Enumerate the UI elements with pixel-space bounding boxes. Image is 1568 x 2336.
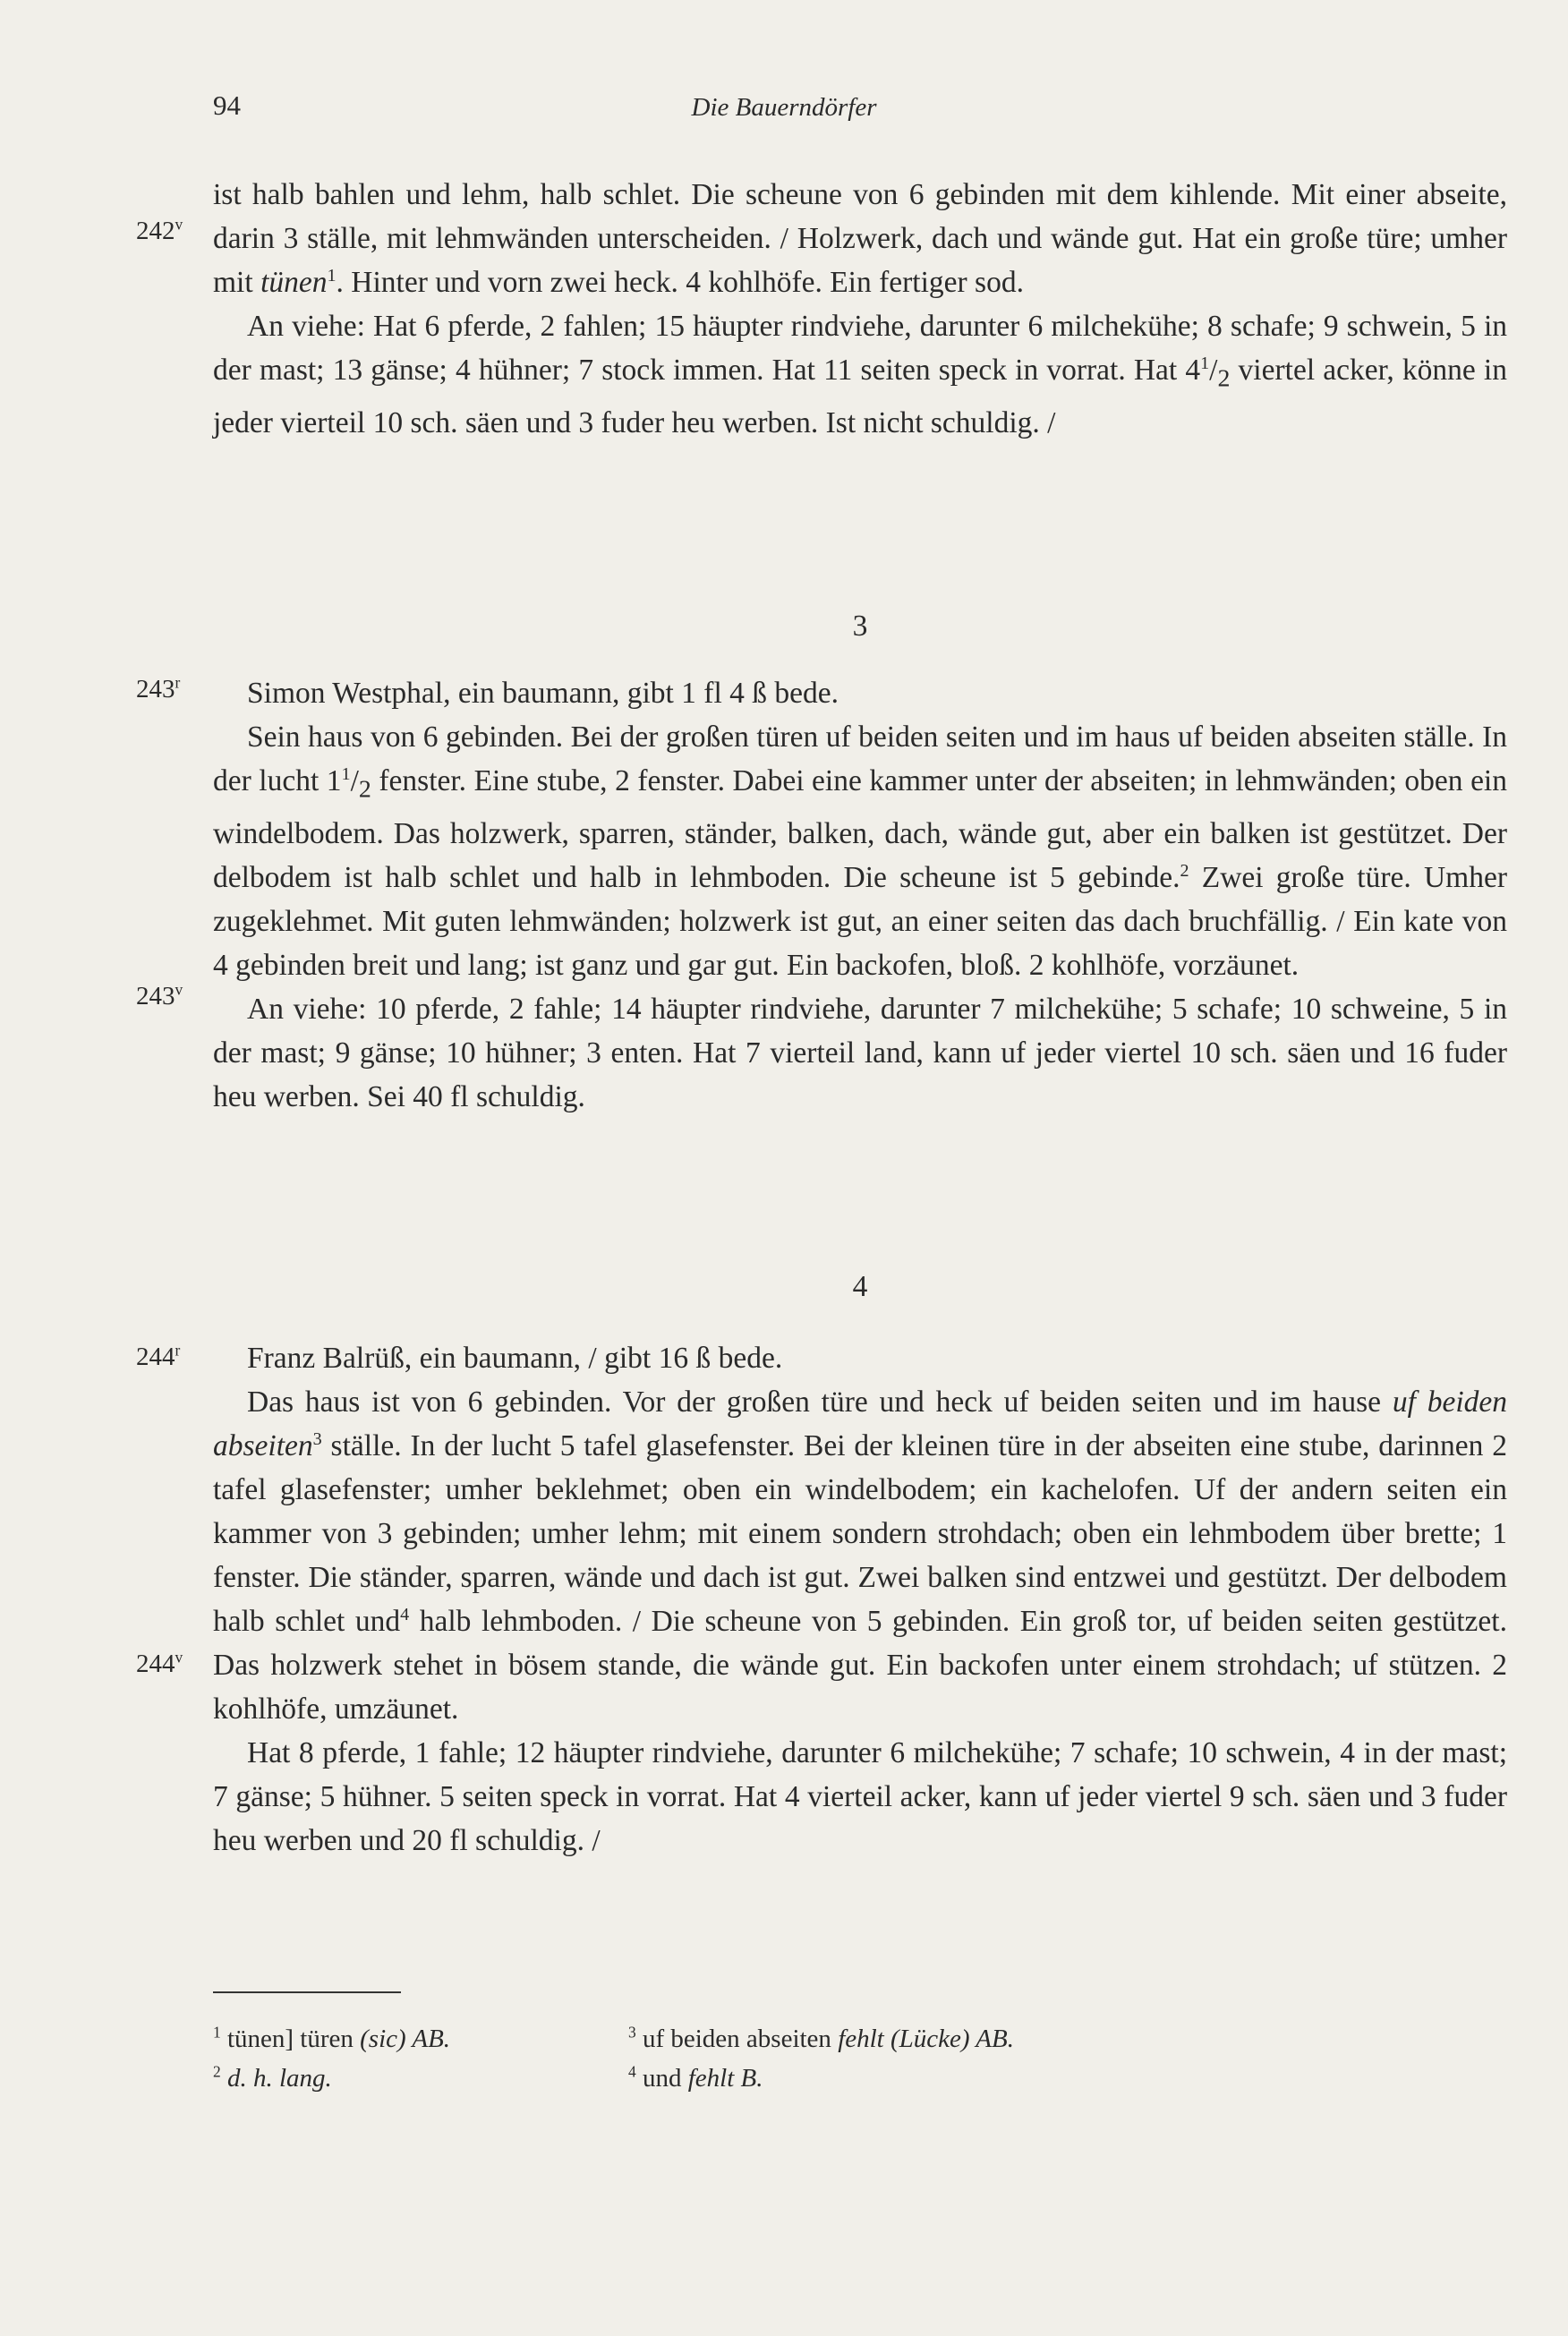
footnote-2: $^2$ d. h. lang. [213, 2062, 332, 2093]
paragraph: Simon Westphal, ein baumann, gibt 1 fl 4 ß bede. [247, 677, 839, 710]
section-number-3: 3 [852, 610, 868, 643]
margin-ref-243v: 243$^v$ [136, 980, 183, 1010]
footnote-divider [213, 1991, 401, 1993]
paragraph: Franz Balrüß, ein baumann, / gibt 16 ß bede. [247, 1342, 783, 1375]
paragraph: Sein haus von 6 gebinden. Bei der großen türen uf beiden seiten und im haus uf beiden abseiten ställe. In der lucht $1^1/_2$ fenster. Eine stube, 2 fenster. Dabei eine kammer unter der abseiten; in lehmwänden; oben ein windelbodem. Das holzwerk, sparren, ständer, balken, dach, wände gut, aber ein balken ist gestützet. Der delbodem ist halb schlet und halb in lehmboden. Die scheune ist 5 gebinde.$^2$ Zwei große türe. Umher zugeklehmet. Mit guten lehmwänden; holzwerk ist gut, an einer seiten das dach bruchfällig. / Ein kate von 4 gebinden breit und lang; ist ganz und gar gut. Ein backofen, bloß. 2 kohlhöfe, vorzäunet. [213, 720, 1507, 982]
text-block-1 [213, 173, 1507, 445]
page-number: 94 [213, 90, 241, 121]
footnote-3: $^3$ uf beiden abseiten fehlt (Lücke) AB. [628, 2023, 1014, 2053]
text-block-2 [213, 671, 1507, 1119]
running-title: Die Bauerndörfer [691, 93, 877, 122]
footnote-4: $^4$ und fehlt B. [628, 2062, 763, 2093]
margin-ref-244v: 244$^v$ [136, 1648, 183, 1678]
paragraph: Das haus ist von 6 gebinden. Vor der großen türe und heck uf beiden seiten und im hause uf beiden abseiten$^3$ ställe. In der lucht 5 tafel glasefenster. Bei der kleinen türe in der abseiten eine stube, darinnen 2 tafel glasefenster; umher beklehmet; oben ein windelbodem; ein kachelofen. Uf der andern seiten ein kammer von 3 gebinden; umher lehm; mit einem sondern strohdach; oben ein lehmbodem über brette; 1 fenster. Die ständer, sparren, wände und dach ist gut. Zwei balken sind entzwei und gestützt. Der delbodem halb schlet und$^4$ halb lehmboden. / Die scheune von 5 gebinden. Ein groß tor, uf beiden seiten gestützet. Das holzwerk stehet in bösem stande, die wände gut. Ein backofen unter einem strohdach; uf stützen. 2 kohlhöfe, umzäunet. [213, 1385, 1507, 1726]
paragraph: Hat 8 pferde, 1 fahle; 12 häupter rindviehe, darunter 6 milchekühe; 7 schafe; 10 schwein, 4 in der mast; 7 gänse; 5 hühner. 5 seiten speck in vorrat. Hat 4 vierteil acker, kann uf jeder viertel 9 sch. säen und 3 fuder heu werben und 20 fl schuldig. / [213, 1736, 1507, 1857]
margin-ref-242v: 242$^v$ [136, 215, 183, 245]
paragraph: ist halb bahlen und lehm, halb schlet. Die scheune von 6 gebinden mit dem kihlende. Mit einer abseite, darin 3 ställe, mit lehmwänden unterscheiden. / Holzwerk, dach und wände gut. Hat ein große türe; umher mit tünen$^1$. Hinter und vorn zwei heck. 4 kohlhöfe. Ein fertiger sod. [213, 178, 1507, 299]
paragraph: An viehe: 10 pferde, 2 fahle; 14 häupter rindviehe, darunter 7 milchekühe; 5 schafe; 10 schweine, 5 in der mast; 9 gänse; 10 hühner; 3 enten. Hat 7 vierteil land, kann uf jeder viertel 10 sch. säen und 16 fuder heu werben. Sei 40 fl schuldig. [213, 992, 1507, 1113]
margin-ref-244r: 244$^r$ [136, 1341, 181, 1371]
footnote-1: $^1$ tünen] türen (sic) AB. [213, 2023, 451, 2053]
paragraph: An viehe: Hat 6 pferde, 2 fahlen; 15 häupter rindviehe, darunter 6 milchekühe; 8 schafe; 9 schwein, 5 in der mast; 13 gänse; 4 hühner; 7 stock immen. Hat 11 seiten speck in vorrat. Hat $4^1/_2$ viertel acker, könne in jeder vierteil 10 sch. säen und 3 fuder heu werben. Ist nicht schuldig. / [213, 310, 1507, 439]
section-number-4: 4 [852, 1270, 868, 1303]
margin-ref-243r: 243$^r$ [136, 673, 181, 703]
text-block-3 [213, 1336, 1507, 1863]
